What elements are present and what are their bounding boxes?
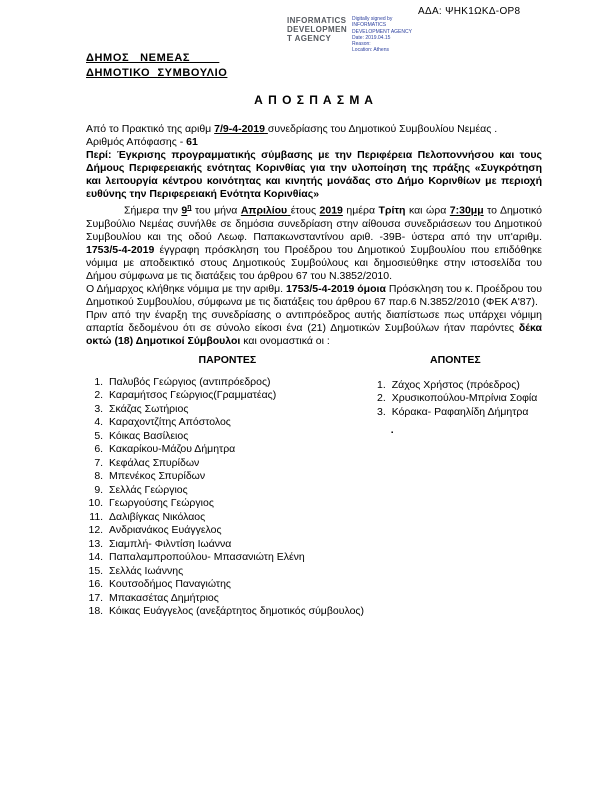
absent-column [369,354,542,619]
list-item: 10. Γεωργούσης Γεώργιος [106,497,369,510]
stray-period: . [390,423,394,436]
absent-list [369,379,542,419]
text-segment: Από το Πρακτικό της αριθμ [86,123,215,135]
present-list [86,376,369,619]
list-item: DEVELOPMEN [287,25,348,35]
list-item: INFORMATICS [287,16,347,25]
quorum-paragraph [86,309,542,348]
list-item: Reason: [352,41,371,47]
text-segment: του μήνα [191,204,241,217]
text-segment: και ονομαστικά οι : [240,334,330,347]
text-segment: Σήμερα την [124,204,182,217]
list-item: 2. Καραμήτσος Γεώργιος(Γραμματέας) [106,389,369,402]
municipality-name: ΔΗΜΟΣ ΝΕΜΕΑΣ [86,52,220,64]
list-item: 12. Ανδριανάκος Ευάγγελος [106,524,369,537]
list-item: Location: Athens [352,47,389,54]
list-item: 1. Ζάχος Χρήστος (πρόεδρος) [389,379,542,392]
subject-paragraph [86,149,542,201]
list-item: 6. Κακαρίκου-Μάζου Δήμητρα [106,443,369,456]
list-item: 3. Κόρακα- Ραφαηλίδη Δήμητρα [389,406,542,419]
list-item: 7. Κεφάλας Σπυρίδων [106,457,369,470]
paragraph-minutes-reference [86,123,542,136]
text-segment: 1753/5-4-2019 [86,243,155,256]
list-item: 14. Παπαλαμπροπούλου- Μπασανιώτη Ελένη [106,551,369,564]
ada-code: ΑΔΑ: ΨΗΚ1ΩΚΔ-ΟΡ8 [418,6,521,17]
mayor-invitation-paragraph [86,283,542,309]
digital-signature-stamp [287,16,412,54]
list-item: DEVELOPMENT AGENCY [352,28,412,35]
document-title: Α Π Ο Σ Π Α Σ Μ Α [254,93,374,107]
text-segment: 9 [181,204,188,217]
list-item: 4. Καραχοντζίτης Απόστολος [106,416,369,429]
list-item: 13. Σιαμπλή- Φιλντίση Ιωάννα [106,538,369,551]
list-item: 11. Δαλιβίγκας Νικόλαος [106,511,369,524]
council-name: ΔΗΜΟΤΙΚΟ ΣΥΜΒΟΥΛΙΟ [86,67,228,79]
text-segment: Πριν από την έναρξη της συνεδρίασης ο αντιπρόεδρος αυτής διαπίστωσε πως υπάρχει νόμιμη απαρτία δεδομένου ότι σε σύνολο είκοσι ένα (21) Δημοτικών Συμβούλων ήταν παρόντες [86,308,542,334]
text-segment: η [187,204,192,211]
list-item: Date: 2019.04.15 [352,34,391,41]
text-segment: έγγραφη πρόσκληση του Προέδρου του Δημοτικού Συμβουλίου που επιδόθηκε νόμιμα με αποδεικτικό στους Δημοτικούς Συμβούλους και δημοσιεύθηκε στην ιστοσελίδα του Δήμου σύμφωνα με τις διατάξεις του άρθρου 67 του Ν.3852/2010. [86,243,542,282]
text-segment: Τρίτη [378,204,406,217]
text-segment: 2019 [319,204,343,217]
text-segment: 1753/5-4-2019 όμοια [286,282,386,295]
absent-heading: ΑΠΟΝΤΕΣ [430,353,481,366]
list-item: T AGENCY [287,34,332,44]
text-segment: Πρόσκληση του κ. Προέδρου του Δημοτικού Συμβουλίου, σύμφωνα με τις διατάξεις του άρθρου 67 παρ.6 Ν.3852/2010 (ΦΕΚ Α'87). [86,282,542,308]
text-segment: 7/9-4-2019 [214,123,265,135]
text-segment: και ώρα [405,204,450,217]
text-segment: δέκα οκτώ (18) Δημοτικοί Σύμβουλοι [86,321,542,347]
text-segment: έτους [290,204,320,217]
list-item: 17. Μπακασέτας Δημήτριος [106,592,369,605]
present-heading: ΠΑΡΟΝΤΕΣ [198,353,257,366]
text-segment: Αριθμός Απόφασης - [86,136,187,148]
text-segment: το Δημοτικό Συμβούλιο Νεμέας συνήλθε σε δημόσια συνεδρίαση στην αίθουσα συνεδριάσεων του Δημοτικού Συμβουλίου και της οδού Λεωφ. Παπακωνσταντίνου αριθ. -39Β- ύστερα από την υπ'αριθμ. [86,204,542,243]
list-item: 15. Σελλάς Ιωάννης [106,565,369,578]
attendance-columns [86,354,542,619]
org-header [86,52,227,82]
list-item: Digitally signed by [352,16,393,22]
decision-number-line [86,136,542,149]
text-segment: Περί: Έγκρισης προγραμματικής σύμβασης με την Περιφέρεια Πελοποννήσου και τους Δήμους Περιφερειακής ενότητας Κορινθίας για την υλοποίηση της πράξης «Συγκρότηση και λειτουργία κέντρου κοινότητας και κινητής μονάδας στο Δήμο Κορινθίων με περιοχή ευθύνης την Περιφερειακή Ενότητα Κορινθίας» [86,149,542,200]
text-segment: Απριλίου [240,204,288,217]
list-item: 3. Σκάζας Σωτήριος [106,403,369,416]
list-item: 5. Κόικας Βασίλειος [106,430,369,443]
text-segment: Ο Δήμαρχος κλήθηκε νόμιμα με την αριθμ. [86,282,287,295]
stamp-signature-details [352,16,412,54]
text-segment: 7:30μμ [449,204,484,217]
document-body [86,94,542,619]
list-item: 9. Σελλάς Γεώργιος [106,484,369,497]
list-item: 2. Χρυσικοπούλου-Μπρίνια Σοφία [389,392,542,405]
stamp-agency-name [287,16,347,54]
list-item: 1. Παλυβός Γεώργιος (αντιπρόεδρος) [106,376,369,389]
list-item: 16. Κουτσοδήμος Παναγιώτης [106,578,369,591]
text-segment: ημέρα [342,204,379,217]
present-column [86,354,369,619]
text-segment: 61 [186,136,198,148]
text-segment: συνεδρίασης του Δημοτικού Συμβουλίου Νεμέας . [267,123,498,135]
list-item: 8. Μπενέκος Σπυρίδων [106,470,369,483]
list-item: INFORMATICS [352,22,387,29]
list-item: 18. Κόικας Ευάγγελος (ανεξάρτητος δημοτικός σύμβουλος) [106,605,369,618]
session-details-paragraph [86,201,542,283]
